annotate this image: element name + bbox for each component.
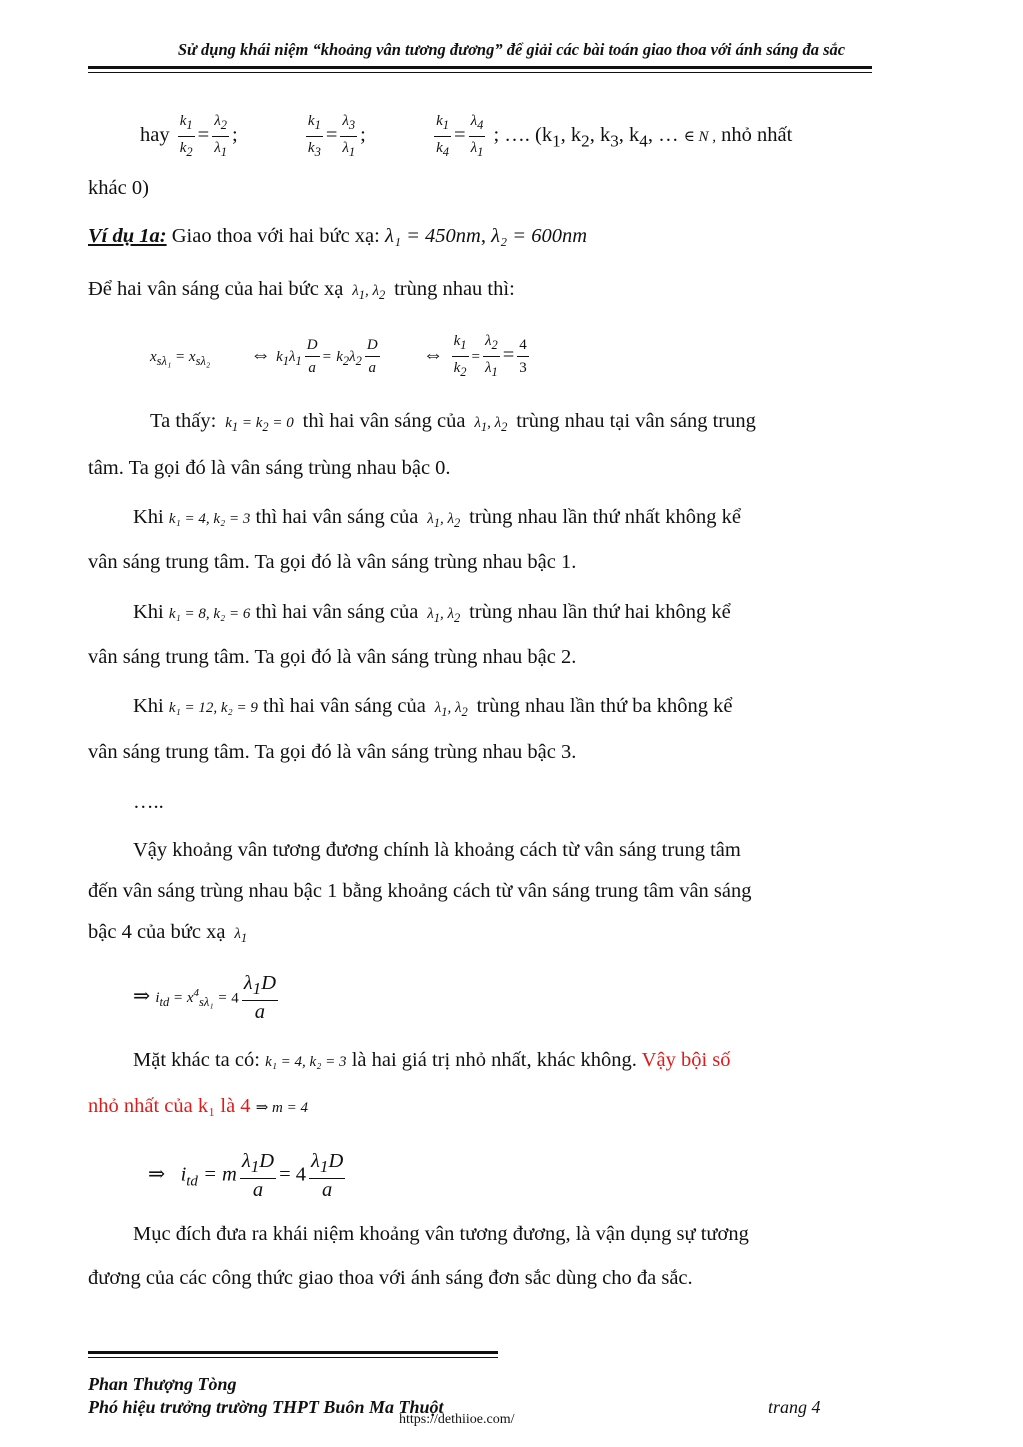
conclusion-line-3: bậc 4 của bức xạ $\lambda_1$ bbox=[88, 921, 248, 945]
page-number: trang 4 bbox=[768, 1397, 821, 1417]
ratio-prefix: hay bbox=[140, 124, 170, 147]
lambda1-value: λ₁ = 450nm bbox=[384, 225, 481, 247]
condition-tail: trùng nhau thì: bbox=[394, 278, 515, 300]
conclusion-line-2: đến vân sáng trùng nhau bậc 1 bằng khoảng cách từ vân sáng trung tâm vân sáng bbox=[88, 880, 752, 902]
example-line: Ví dụ 1a: Giao thoa với hai bức xạ: λ₁ = 450nm, λ₂ = 600nm bbox=[88, 225, 588, 247]
paragraph-other-end: nhỏ nhất của k₁ là 4 ⇒ m = 4 bbox=[88, 1095, 308, 1117]
equation-itd-2: ⇒ $i_{td} = m$ $\frac{\lambda_1D}{a}$ = 4 $\frac{\lambda_1D}{a}$ bbox=[148, 1150, 344, 1202]
fraction-k1-k2: $\frac{k_1}{k_2}$ bbox=[178, 110, 195, 163]
paragraph-order-3-end: vân sáng trung tâm. Ta gọi đó là vân sáng trùng nhau bậc 3. bbox=[88, 741, 577, 763]
footer-rule-thin bbox=[88, 1357, 498, 1358]
ellipsis: ….. bbox=[133, 791, 164, 813]
equation-coincide: $x_{s\lambda_1} = x_{s\lambda_2}$ ⇔ $k_1\lambda_1$ $\frac{D}{a}$ = $k_2\lambda_2$ $\frac{D}{a}$ ⇔ $\frac{k_1}{k_2}$ = $\frac{\lambda_2}{\lambda_1}$ = $\frac{4}{3}$ bbox=[150, 330, 532, 383]
paragraph-order-0-end: tâm. Ta gọi đó là vân sáng trùng nhau bậc 0. bbox=[88, 457, 451, 479]
footer-url[interactable]: https://dethiioe.com/ bbox=[399, 1412, 515, 1427]
membership-symbol: ∈ N , bbox=[683, 129, 717, 146]
purpose-line-1: Mục đích đưa ra khái niệm khoảng vân tương đương, là vận dụng sự tương bbox=[133, 1223, 749, 1245]
paragraph-order-1-end: vân sáng trung tâm. Ta gọi đó là vân sáng trùng nhau bậc 1. bbox=[88, 551, 577, 573]
equation-itd-1: ⇒ $i_{td} = x^4_{s\lambda_1} = 4$ $\frac{\lambda_1D}{a}$ bbox=[133, 972, 276, 1024]
header-rule bbox=[88, 66, 872, 69]
example-text: Giao thoa với hai bức xạ: bbox=[166, 225, 380, 247]
condition-text: Để hai vân sáng của hai bức xạ bbox=[88, 278, 344, 300]
example-label: Ví dụ 1a: bbox=[88, 225, 167, 247]
paragraph-order-3: Khi k₁ = 12, k₂ = 9 thì hai vân sáng của $\lambda_1$, $\lambda_2$ trùng nhau lần thứ ba không kể bbox=[133, 695, 733, 719]
condition-line: Để hai vân sáng của hai bức xạ $\lambda_1$, $\lambda_2$ trùng nhau thì: bbox=[88, 278, 515, 302]
paragraph-order-2: Khi k₁ = 8, k₂ = 6 thì hai vân sáng của $\lambda_1$, $\lambda_2$ trùng nhau lần thứ hai không kể bbox=[133, 601, 731, 625]
purpose-line-2: đương của các công thức giao thoa với ánh sáng đơn sắc dùng cho đa sắc. bbox=[88, 1267, 693, 1289]
fraction-k1-k3: $\frac{k_1}{k_3}$ bbox=[306, 110, 323, 163]
lambda2-value: λ₂ = 600nm bbox=[491, 225, 588, 247]
fraction-k1-k4: $\frac{k_1}{k_4}$ bbox=[434, 110, 451, 163]
paragraph-order-1: Khi k₁ = 4, k₂ = 3 thì hai vân sáng của $\lambda_1$, $\lambda_2$ trùng nhau lần thứ nhất không kể bbox=[133, 506, 741, 530]
fraction-l3-l1: $\frac{\lambda_3}{\lambda_1}$ bbox=[340, 110, 357, 163]
paragraph-order-0: Ta thấy: $k_1 = k_2 = 0$ thì hai vân sáng của $\lambda_1$, $\lambda_2$ trùng nhau tại vân sáng trung bbox=[150, 410, 756, 434]
header-rule-thin bbox=[88, 72, 872, 73]
ratio-suffix: ; …. (k bbox=[493, 124, 553, 147]
conclusion-line-1: Vậy khoảng vân tương đương chính là khoảng cách từ vân sáng trung tâm bbox=[133, 839, 741, 861]
footer-author: Phan Thượng Tòng bbox=[88, 1374, 237, 1394]
footer-rule bbox=[88, 1351, 498, 1354]
ratio-line: hay $\frac{k_1}{k_2}$ = $\frac{\lambda_2}{\lambda_1}$ ; $\frac{k_1}{k_3}$ = $\frac{\lambda_3}{\lambda_1}$ ; $\frac{k_1}{k_4}$ = $\frac{\lambda_4}{\lambda_1}$ ; …. ($k_1$, $k_2$, $k_3$, $k_4$, … ∈ N , nhỏ nhất bbox=[140, 110, 792, 163]
footer-position: Phó hiệu trưởng trường THPT Buôn Ma Thuột bbox=[88, 1397, 444, 1417]
ratio-value: $\frac{4}{3}$ bbox=[517, 334, 529, 379]
fraction-l2-l1: $\frac{\lambda_2}{\lambda_1}$ bbox=[212, 110, 229, 163]
header-title: Sử dụng khái niệm “khoảng vân tương đương” để giải các bài toán giao thoa với ánh sáng đa sắc bbox=[177, 40, 846, 59]
paragraph-order-2-end: vân sáng trung tâm. Ta gọi đó là vân sáng trùng nhau bậc 2. bbox=[88, 646, 577, 668]
ratio-line-end: khác 0) bbox=[88, 177, 149, 199]
ratio-suffix-end: nhỏ nhất bbox=[721, 124, 793, 147]
fraction-l4-l1: $\frac{\lambda_4}{\lambda_1}$ bbox=[469, 110, 486, 163]
paragraph-other: Mặt khác ta có: k₁ = 4, k₂ = 3 là hai giá trị nhỏ nhất, khác không. Vậy bội số bbox=[133, 1049, 731, 1071]
